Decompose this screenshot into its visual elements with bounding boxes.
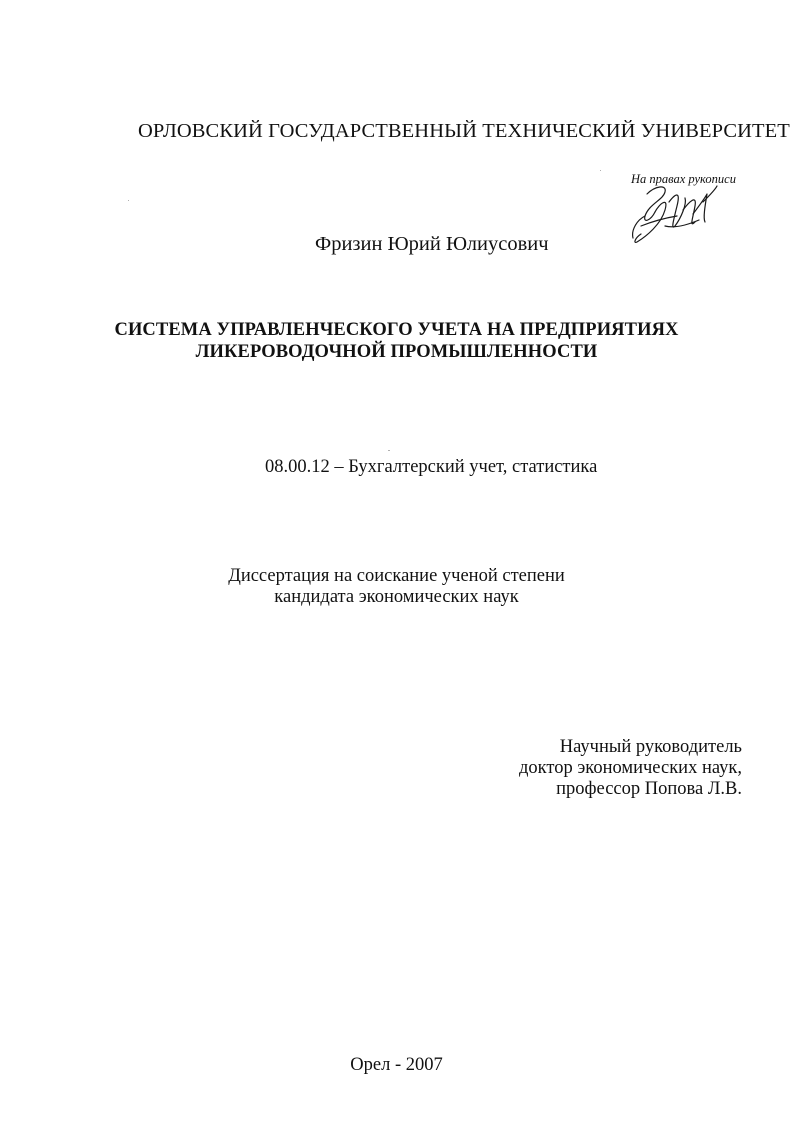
degree-line-1: Диссертация на соискание ученой степени [228,566,565,586]
university-name: ОРЛОВСКИЙ ГОСУДАРСТВЕННЫЙ ТЕХНИЧЕСКИЙ УНИВЕРСИТЕТ [138,120,790,142]
dissertation-title [0,319,793,363]
scan-speck [600,170,601,171]
manuscript-rights-note: На правах рукописи [631,172,736,186]
scientific-supervisor [460,737,742,800]
title-line-1: СИСТЕМА УПРАВЛЕНЧЕСКОГО УЧЕТА НА ПРЕДПРИЯТИЯХ [114,320,679,340]
author-name: Фризин Юрий Юлиусович [315,233,549,255]
scan-speck [128,200,129,201]
supervisor-line-1: Научный руководитель [559,737,742,757]
city-year: Орел - 2007 [350,1055,443,1075]
degree-line-2: кандидата экономических наук [274,587,519,607]
supervisor-line-3: профессор Попова Л.В. [556,779,742,799]
handwritten-signature [625,176,725,248]
degree-statement [0,566,793,608]
specialty-code: 08.00.12 – Бухгалтерский учет, статистика [265,457,598,477]
supervisor-line-2: доктор экономических наук, [518,758,742,778]
scan-speck [388,450,390,451]
title-line-2: ЛИКЕРОВОДОЧНОЙ ПРОМЫШЛЕННОСТИ [195,342,598,362]
